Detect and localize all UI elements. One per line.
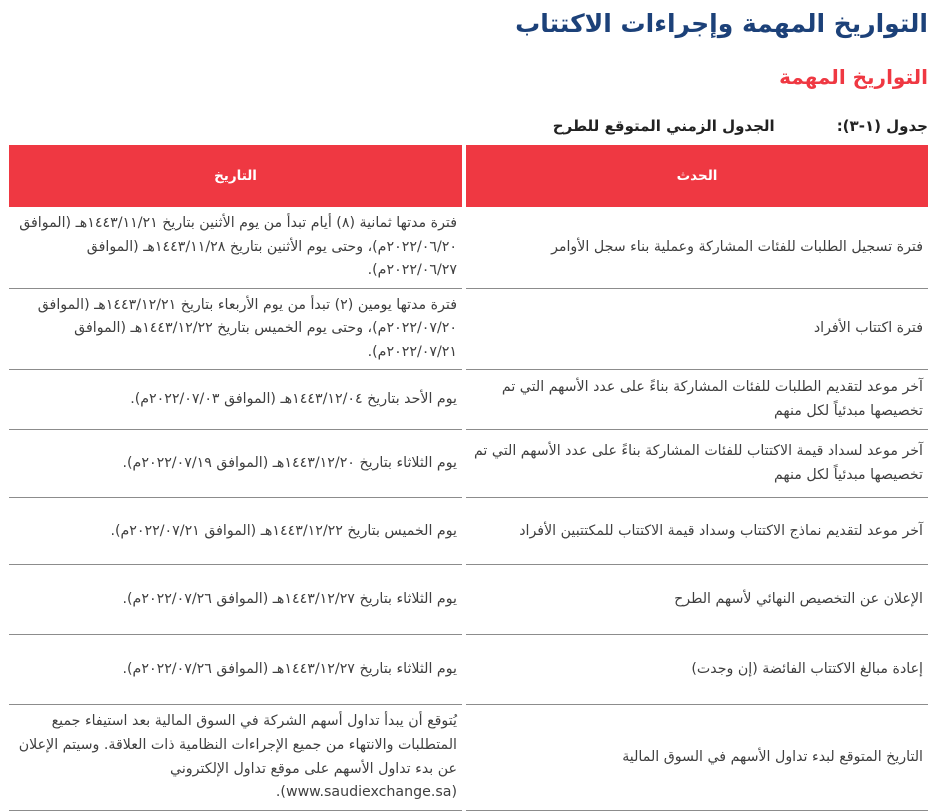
event-cell: فترة تسجيل الطلبات للفئات المشاركة وعملية بناء سجل الأوامر [466, 207, 928, 289]
date-cell: يوم الأحد بتاريخ ١٤٤٣/١٢/٠٤هـ (الموافق ٢٠٢٢/٠٧/٠٣م). [9, 370, 462, 430]
table-header-row [9, 145, 928, 207]
table-body [9, 207, 928, 811]
date-cell: يوم الثلاثاء بتاريخ ١٤٤٣/١٢/٢٧هـ (الموافق ٢٠٢٢/٠٧/٢٦م). [9, 635, 462, 705]
table-row [9, 430, 928, 498]
event-cell: آخر موعد لسداد قيمة الاكتتاب للفئات المشاركة بناءً على عدد الأسهم التي تم تخصيصها مبدئياً لكل منهم [466, 430, 928, 498]
date-cell: يُتوقع أن يبدأ تداول أسهم الشركة في السوق المالية بعد استيفاء جميع المتطلبات والانتهاء من جميع الإجراءات النظامية ذات العلاقة. وسيتم الإعلان عن بدء تداول الأسهم على موقع تداول الإلكتروني (www.saudiexchange.sa). [9, 705, 462, 810]
table-row [9, 289, 928, 371]
event-cell: إعادة مبالغ الاكتتاب الفائضة (إن وجدت) [466, 635, 928, 705]
section-subtitle: التواريخ المهمة [779, 65, 928, 90]
table-caption [9, 116, 928, 138]
event-cell: فترة اكتتاب الأفراد [466, 289, 928, 371]
date-cell: فترة مدتها ثمانية (٨) أيام تبدأ من يوم الأثنين بتاريخ ١٤٤٣/١١/٢١هـ (الموافق ٢٠٢٢/٠٦/٢٠م)، وحتى يوم الأثنين بتاريخ ١٤٤٣/١١/٢٨هـ (الموافق ٢٠٢٢/٠٦/٢٧م). [9, 207, 462, 289]
table-row [9, 498, 928, 565]
table-caption-text: الجدول الزمني المتوقع للطرح [552, 117, 775, 136]
date-cell: فترة مدتها يومين (٢) تبدأ من يوم الأربعاء بتاريخ ١٤٤٣/١٢/٢١هـ (الموافق ٢٠٢٢/٠٧/٢٠م)، وحتى يوم الخميس بتاريخ ١٤٤٣/١٢/٢٢هـ (الموافق ٢٠٢٢/٠٧/٢١م). [9, 289, 462, 371]
table-row [9, 565, 928, 635]
table-header-date: التاريخ [9, 145, 462, 207]
event-cell: آخر موعد لتقديم الطلبات للفئات المشاركة بناءً على عدد الأسهم التي تم تخصيصها مبدئياً لكل منهم [466, 370, 928, 430]
table-row [9, 207, 928, 289]
event-cell: الإعلان عن التخصيص النهائي لأسهم الطرح [466, 565, 928, 635]
table-row [9, 705, 928, 810]
offering-timetable-table [9, 145, 928, 811]
date-cell: يوم الثلاثاء بتاريخ ١٤٤٣/١٢/٢٠هـ (الموافق ٢٠٢٢/٠٧/١٩م). [9, 430, 462, 498]
date-cell: يوم الثلاثاء بتاريخ ١٤٤٣/١٢/٢٧هـ (الموافق ٢٠٢٢/٠٧/٢٦م). [9, 565, 462, 635]
table-caption-label: جدول (١-٣): [836, 117, 928, 136]
page-title: التواريخ المهمة وإجراءات الاكتتاب [515, 9, 928, 38]
event-cell: التاريخ المتوقع لبدء تداول الأسهم في السوق المالية [466, 705, 928, 810]
table-row [9, 635, 928, 705]
table-header-event: الحدث [466, 145, 928, 207]
event-cell: آخر موعد لتقديم نماذج الاكتتاب وسداد قيمة الاكتتاب للمكتتبين الأفراد [466, 498, 928, 565]
table-row [9, 370, 928, 430]
date-cell: يوم الخميس بتاريخ ١٤٤٣/١٢/٢٢هـ (الموافق ٢٠٢٢/٠٧/٢١م). [9, 498, 462, 565]
